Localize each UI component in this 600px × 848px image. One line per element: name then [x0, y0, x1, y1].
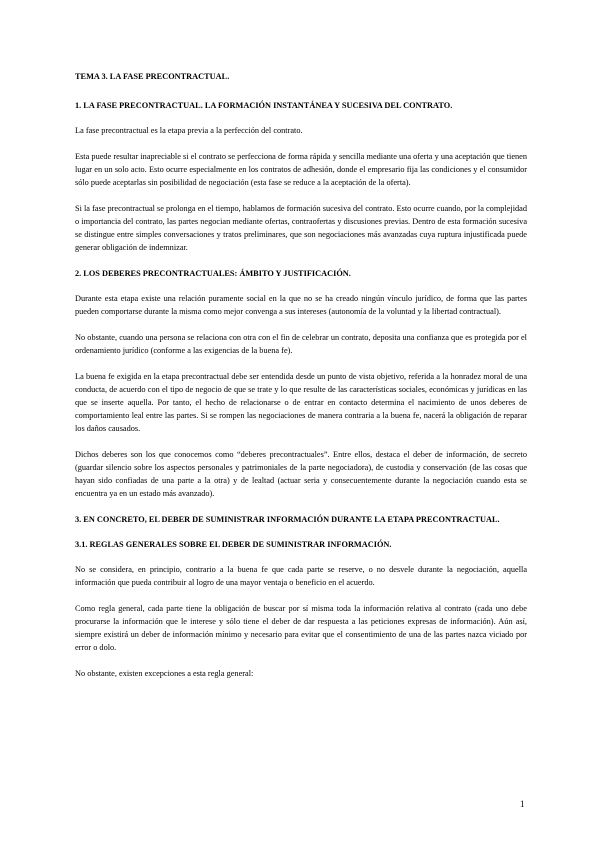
- section-2-paragraph-2: No obstante, cuando una persona se relaciona con otra con el fin de celebrar un contrato, deposita una confianza que es protegida por el ordenamiento jurídico (conforme a las exigencias de la buena fe).: [75, 333, 527, 355]
- document-title: TEMA 3. LA FASE PRECONTRACTUAL.: [75, 72, 230, 81]
- section-2-paragraph-3: La buena fe exigida en la etapa precontractual debe ser entendida desde un punto de vista objetivo, referida a la honradez moral de una conducta, de acuerdo con el tipo de negocio de que se trate y lo que resulte de las características sociales, económicas y jurídicas en las que se inserte aquella. Por tanto, el hecho de relacionarse o de entrar en contacto determina el nacimiento de unos deberes de comportamiento leal entre las partes. Si se rompen las negociaciones de manera contraria a la buena fe, nacerá la obligación de reparar los daños causados.: [75, 372, 527, 433]
- section-2-heading: 2. LOS DEBERES PRECONTRACTUALES: ÁMBITO Y JUSTIFICACIÓN.: [75, 269, 351, 278]
- section-3-1-subheading: 3.1. REGLAS GENERALES SOBRE EL DEBER DE SUMINISTRAR INFORMACIÓN.: [75, 540, 392, 549]
- section-2-paragraph-1: Durante esta etapa existe una relación puramente social en la que no se ha creado ningún vínculo jurídico, de forma que las partes pueden comportarse durante la misma como mejor convenga a sus intereses (autonomía de la voluntad y la libertad contractual).: [75, 294, 527, 316]
- section-1-paragraph-3: Si la fase precontractual se prolonga en el tiempo, hablamos de formación sucesiva del contrato. Esto ocurre cuando, por la complejidad o importancia del contrato, las partes negocian mediante ofertas, contraofertas y discusiones previas. Dentro de esta formación sucesiva se distingue entre simples conversaciones y tratos preliminares, que son negociaciones más avanzadas cuya ruptura injustificada puede generar obligación de indemnizar.: [75, 204, 527, 252]
- section-2-paragraph-4: Dichos deberes son los que conocemos como “deberes precontractuales”. Entre ellos, destaca el deber de información, de secreto (guardar silencio sobre los aspectos personales y patrimoniales de la parte negociadora), de custodia y conservación (de las cosas que hayan sido confiadas de una parte a la otra) y de lealtad (actuar seria y consecuentemente durante la negociación cuando esta se encuentra ya en un estado más avanzado).: [75, 450, 527, 498]
- section-3-paragraph-3: No obstante, existen excepciones a esta regla general:: [75, 669, 254, 678]
- section-3-paragraph-1: No se considera, en principio, contrario a la buena fe que cada parte se reserve, o no desvele durante la negociación, aquella información que pueda contribuir al logro de una mayor ventaja o beneficio en el acuerdo.: [75, 565, 527, 587]
- document-body: [75, 70, 527, 693]
- section-3-heading: 3. EN CONCRETO, EL DEBER DE SUMINISTRAR INFORMACIÓN DURANTE LA ETAPA PRECONTRACTUAL.: [75, 515, 500, 524]
- page-number: 1: [520, 799, 525, 809]
- section-1-paragraph-2: Esta puede resultar inapreciable si el contrato se perfecciona de forma rápida y sencilla mediante una oferta y una aceptación que tienen lugar en un solo acto. Esto ocurre especialmente en los contratos de adhesión, donde el empresario fija las condiciones y el consumidor sólo puede aceptarlas sin posibilidad de negociación (esta fase se reduce a la aceptación de la oferta).: [75, 152, 527, 187]
- section-1-paragraph-1: La fase precontractual es la etapa previa a la perfección del contrato.: [75, 126, 303, 135]
- section-3-paragraph-2: Como regla general, cada parte tiene la obligación de buscar por sí misma toda la información relativa al contrato (cada uno debe procurarse la información que le interese y sólo tiene el deber de dar respuesta a las peticiones expresas de información). Aún así, siempre existirá un deber de información mínimo y necesario para evitar que el consentimiento de una de las partes nazca viciado por error o dolo.: [75, 604, 527, 652]
- section-1-heading: 1. LA FASE PRECONTRACTUAL. LA FORMACIÓN INSTANTÁNEA Y SUCESIVA DEL CONTRATO.: [75, 101, 453, 110]
